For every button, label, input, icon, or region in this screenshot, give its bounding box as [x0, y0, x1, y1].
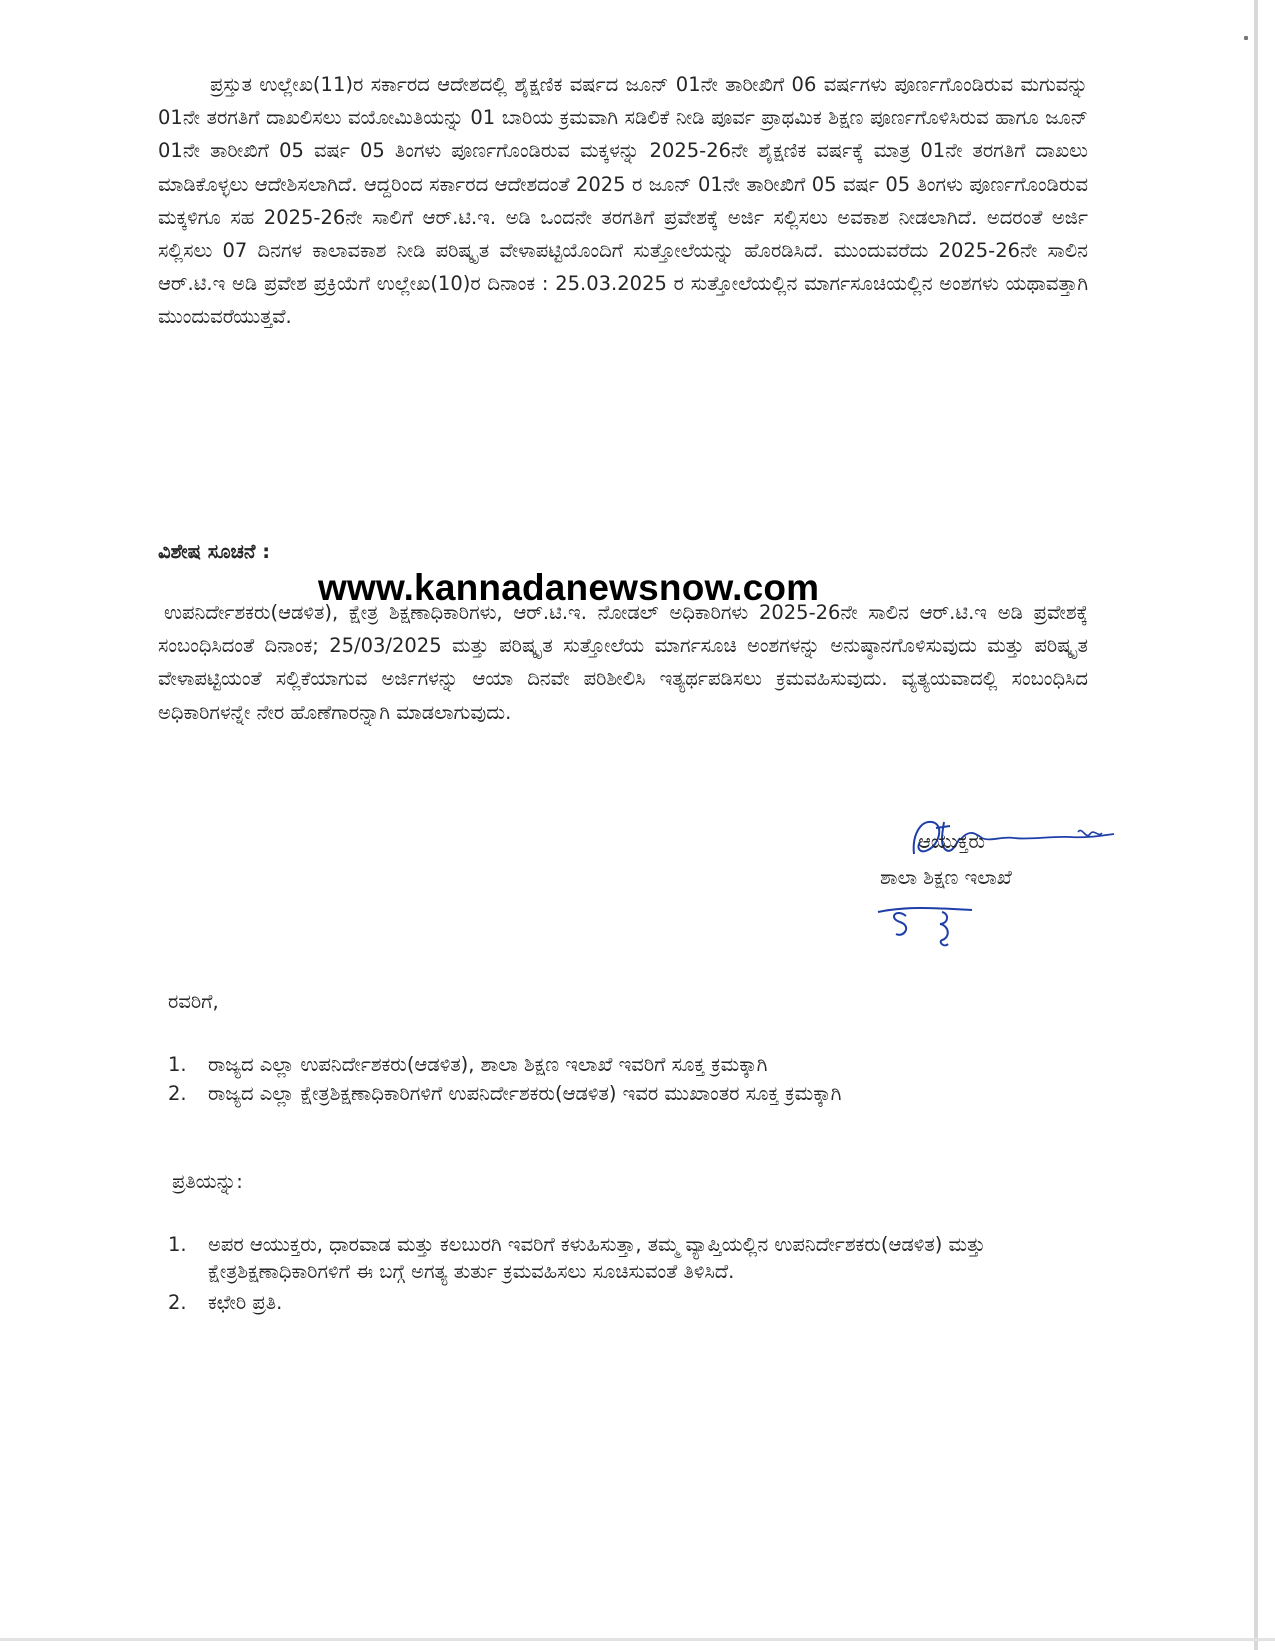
list-item: 1. ರಾಜ್ಯದ ಎಲ್ಲಾ ಉಪನಿರ್ದೇಶಕರು(ಆಡಳಿತ), ಶಾಲಾ ಶಿಕ್ಷಣ ಇಲಾಖೆ ಇವರಿಗೆ ಸೂಕ್ತ ಕ್ರಮಕ್ಕಾಗಿ: [168, 1053, 768, 1076]
scan-speck: [1244, 36, 1248, 40]
website-watermark: www.kannadanewsnow.com: [318, 567, 820, 608]
special-note-paragraph: ಉಪನಿರ್ದೇಶಕರು(ಆಡಳಿತ), ಕ್ಷೇತ್ರ ಶಿಕ್ಷಣಾಧಿಕಾರಿಗಳು, ಆರ್.ಟಿ.ಇ. ನೋಡಲ್ ಅಧಿಕಾರಿಗಳು 2025-26ನೇ ಸಾಲಿನ ಆರ್.ಟಿ.ಇ ಅಡಿ ಪ್ರವೇಶಕ್ಕೆ ಸಂಬಂಧಿಸಿದಂತೆ ದಿನಾಂಕ; 25/03/2025 ಮತ್ತು ಪರಿಷ್ಕೃತ ಸುತ್ತೋಲೆಯ ಮಾರ್ಗಸೂಚಿ ಅಂಶಗಳನ್ನು ಅನುಷ್ಠಾನಗೊಳಿಸುವುದು ಮತ್ತು ಪರಿಷ್ಕೃತ ವೇಳಾಪಟ್ಟಿಯಂತೆ ಸಲ್ಲಿಕೆಯಾಗುವ ಅರ್ಜಿಗಳನ್ನು ಆಯಾ ದಿನವೇ ಪರಿಶೀಲಿಸಿ ಇತ್ಯರ್ಥಪಡಿಸಲು ಕ್ರಮವಹಿಸುವುದು. ವ್ಯತ್ಯಯವಾದಲ್ಲಿ ಸಂಬಂಧಿಸಿದ ಅಧಿಕಾರಿಗಳನ್ನೇ ನೇರ ಹೊಣೆಗಾರನ್ನಾಗಿ ಮಾಡಲಾಗುವುದು.: [158, 601, 1088, 724]
signatory-title: ಆಯುಕ್ತರು: [918, 830, 985, 853]
recipients-list: [168, 1051, 1098, 1109]
handwritten-initials: [876, 898, 986, 954]
recipients-label: ರವರಿಗೆ,: [168, 990, 219, 1013]
list-item: 1. ಅಪರ ಆಯುಕ್ತರು, ಧಾರವಾಡ ಮತ್ತು ಕಲಬುರಗಿ ಇವರಿಗೆ ಕಳುಹಿಸುತ್ತಾ, ತಮ್ಮ ವ್ಯಾಪ್ತಿಯಲ್ಲಿನ ಉಪನಿರ್ದೇಶಕರು(ಆಡಳಿತ) ಮತ್ತು ಕ್ಷೇತ್ರಶಿಕ್ಷಣಾಧಿಕಾರಿಗಳಿಗೆ ಈ ಬಗ್ಗೆ ಅಗತ್ಯ ತುರ್ತು ಕ್ರಮವಹಿಸಲು ಸೂಚಿಸುವಂತೆ ತಿಳಿಸಿದೆ.: [168, 1233, 986, 1283]
body-paragraph-1: ಪ್ರಸ್ತುತ ಉಲ್ಲೇಖ(11)ರ ಸರ್ಕಾರದ ಆದೇಶದಲ್ಲಿ ಶೈಕ್ಷಣಿಕ ವರ್ಷದ ಜೂನ್ 01ನೇ ತಾರೀಖಿಗೆ 06 ವರ್ಷಗಳು ಪೂರ್ಣಗೊಂಡಿರುವ ಮಗುವನ್ನು 01ನೇ ತರಗತಿಗೆ ದಾಖಲಿಸಲು ವಯೋಮಿತಿಯನ್ನು 01 ಬಾರಿಯ ಕ್ರಮವಾಗಿ ಸಡಿಲಿಕೆ ನೀಡಿ ಪೂರ್ವ ಪ್ರಾಥಮಿಕ ಶಿಕ್ಷಣ ಪೂರ್ಣಗೊಳಿಸಿರುವ ಹಾಗೂ ಜೂನ್ 01ನೇ ತಾರೀಖಿಗೆ 05 ವರ್ಷ 05 ತಿಂಗಳು ಪೂರ್ಣಗೊಂಡಿರುವ ಮಕ್ಕಳನ್ನು 2025-26ನೇ ಶೈಕ್ಷಣಿಕ ವರ್ಷಕ್ಕೆ ಮಾತ್ರ 01ನೇ ತರಗತಿಗೆ ದಾಖಲು ಮಾಡಿಕೊಳ್ಳಲು ಆದೇಶಿಸಲಾಗಿದೆ. ಆದ್ದರಿಂದ ಸರ್ಕಾರದ ಆದೇಶದಂತೆ 2025 ರ ಜೂನ್ 01ನೇ ತಾರೀಖಿಗೆ 05 ವರ್ಷ 05 ತಿಂಗಳು ಪೂರ್ಣಗೊಂಡಿರುವ ಮಕ್ಕಳಿಗೂ ಸಹ 2025-26ನೇ ಸಾಲಿಗೆ ಆರ್.ಟಿ.ಇ. ಅಡಿ ಒಂದನೇ ತರಗತಿಗೆ ಪ್ರವೇಶಕ್ಕೆ ಅರ್ಜಿ ಸಲ್ಲಿಸಲು ಅವಕಾಶ ನೀಡಲಾಗಿದೆ. ಅದರಂತೆ ಅರ್ಜಿ ಸಲ್ಲಿಸಲು 07 ದಿನಗಳ ಕಾಲಾವಕಾಶ ನೀಡಿ ಪರಿಷ್ಕೃತ ವೇಳಾಪಟ್ಟಿಯೊಂದಿಗೆ ಸುತ್ತೋಲೆಯನ್ನು ಹೊರಡಿಸಿದೆ. ಮುಂದುವರೆದು 2025-26ನೇ ಸಾಲಿನ ಆರ್.ಟಿ.ಇ ಅಡಿ ಪ್ರವೇಶ ಪ್ರಕ್ರಿಯೆಗೆ ಉಲ್ಲೇಖ(10)ರ ದಿನಾಂಕ : 25.03.2025 ರ ಸುತ್ತೋಲೆಯಲ್ಲಿನ ಮಾರ್ಗಸೂಚಿಯಲ್ಲಿನ ಅಂಶಗಳು ಯಥಾವತ್ತಾಗಿ ಮುಂದುವರೆಯುತ್ತವೆ.: [158, 73, 1088, 329]
signatory-department: ಶಾಲಾ ಶಿಕ್ಷಣ ಇಲಾಖೆ: [880, 866, 1012, 889]
special-note-heading: ವಿಶೇಷ ಸೂಚನೆ :: [158, 540, 271, 563]
list-item: 2. ಕಛೇರಿ ಪ್ರತಿ.: [168, 1291, 283, 1314]
list-item: 2. ರಾಜ್ಯದ ಎಲ್ಲಾ ಕ್ಷೇತ್ರಶಿಕ್ಷಣಾಧಿಕಾರಿಗಳಿಗೆ ಉಪನಿರ್ದೇಶಕರು(ಆಡಳಿತ) ಇವರ ಮುಖಾಂತರ ಸೂಕ್ತ ಕ್ರಮಕ್ಕಾಗಿ: [168, 1082, 842, 1105]
scan-edge-right: [1254, 0, 1258, 1650]
copy-list: [168, 1231, 1098, 1320]
copy-to-label: ಪ್ರತಿಯನ್ನು:: [172, 1170, 243, 1193]
scan-edge-bottom: [0, 1638, 1275, 1641]
